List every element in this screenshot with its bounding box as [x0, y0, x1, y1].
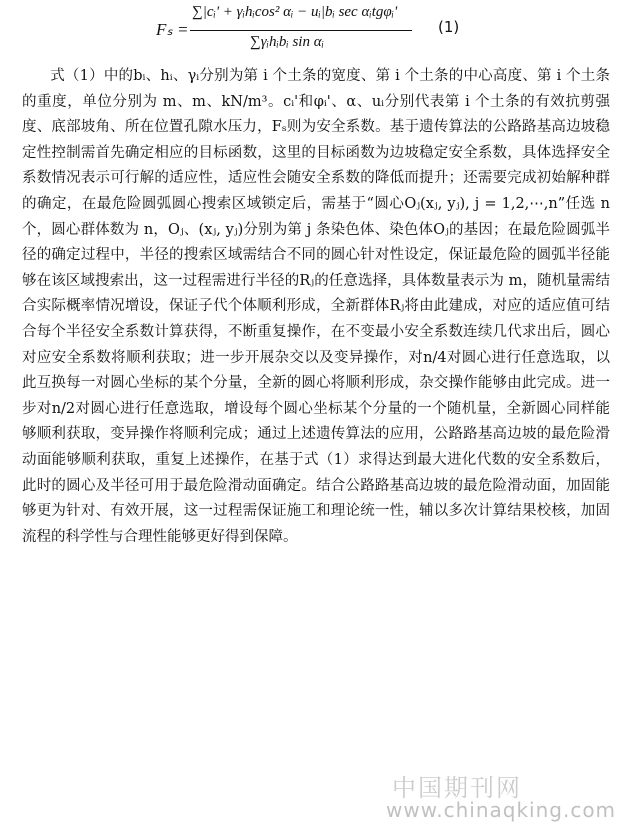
formula-lhs: Fₛ =: [156, 20, 189, 39]
formula-1: [150, 4, 530, 60]
formula-number: (1): [438, 18, 460, 36]
formula-numerator: ∑|cᵢ' + γᵢhᵢcos² αᵢ − uᵢ|bᵢ sec αᵢtgφᵢ': [192, 4, 398, 20]
body-paragraph: [22, 64, 610, 550]
formula-denominator: ∑γᵢhᵢbᵢ sin αᵢ: [250, 34, 324, 50]
paragraph-text: 式（1）中的bᵢ、hᵢ、γᵢ分别为第 i 个土条的宽度、第 i 个土条的中心高度、第 i 个土条的重度，单位分别为 m、m、kN/m³。cᵢ'和φᵢ'、α、uᵢ分别代表第 i 个土条的有效抗剪强度、底部坡角、所在位置孔隙水压力，Fₛ则为安全系数。基于遗传算法的公路路基高边坡稳定性控制需首先确定相应的目标函数，这里的目标函数为边坡稳定安全系数，具体选择安全系数情况表示可行解的适应性，适应性会随安全系数的降低而提升；还需要完成初始解种群的确定，在最危险圆弧圆心搜索区域锁定后，需基于“圆心Oⱼ(xⱼ, yⱼ), j = 1,2,⋯,n”任选 n 个，圆心群体数为 n，Oⱼ、(xⱼ, yⱼ)分别为第 j 条染色体、染色体Oⱼ的基因；在最危险圆弧半径的确定过程中，半径的搜索区域需结合不同的圆心针对性设定，保证最危险的圆弧半径能够在该区域搜索出，这一过程需进行半径的Rⱼ的任意选择，具体数量表示为 m，随机量需结合实际概率情况增设，保证子代个体顺利形成，全新群体Rⱼ将由此建成，对应的适应值可结合每个半径安全系数计算获得，不断重复操作，在不变最小安全系数连续几代求出后，圆心对应安全系数将顺利获取；进一步开展杂交以及变异操作，对n/4对圆心进行任意选取，以此互换每一对圆心坐标的某个分量，全新的圆心将顺利形成，杂交操作能够由此完成。进一步对n/2对圆心进行任意选取，增设每个圆心坐标某个分量的一个随机量，全新圆心同样能够顺利获取，变异操作将顺利完成；通过上述遗传算法的应用，公路路基高边坡的最危险滑动面能够顺利获取，重复上述操作，在基于式（1）求得达到最大进化代数的安全系数后，此时的圆心及半径可用于最危险滑动面确定。结合公路路基高边坡的最危险滑动面，加固能够更为针对、有效开展，这一过程需保证施工和理论统一性，辅以多次计算结果校核，加固流程的科学性与合理性能够更好得到保障。: [22, 68, 610, 545]
fraction-bar: [190, 30, 412, 31]
watermark-cn: 中国期刊网: [392, 774, 522, 802]
watermark-url: www.chinaqking.com: [386, 798, 617, 822]
